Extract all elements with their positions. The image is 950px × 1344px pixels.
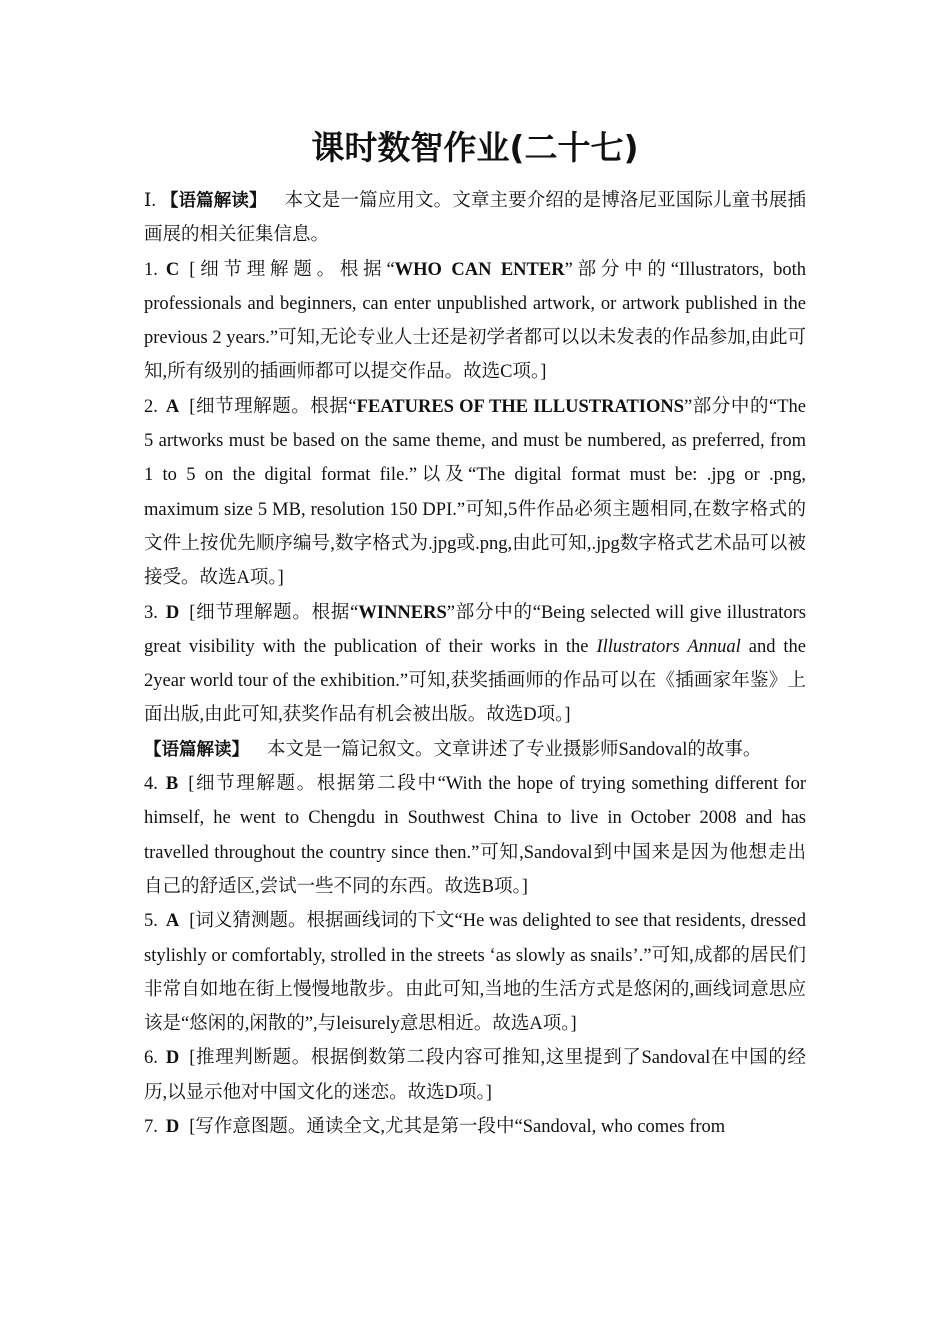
question-3-number: 3. — [144, 602, 158, 623]
question-7-number: 7. — [144, 1117, 158, 1138]
question-5-text: [词义猜测题。根据画线词的下文“He was delighted to see that residents, dressed stylishly or comfortably, strolled in the streets ‘as slowly as snails’.”可知,成都的居民们非常自如地在街上慢慢地散步。由此可知,当地的生活方式是悠闲的,画线词意思应该是“悠闲的,闲散的”,与leisurely意思相近。故选A项。] — [144, 911, 806, 1035]
question-2-bold: FEATURES OF THE ILLUSTRATIONS — [356, 396, 685, 417]
question-3-bold: WINNERS — [358, 602, 447, 623]
question-3-text-c: and the 2year world tour of the exhibition.”可知,获奖插画师的作品可以在《插画家年鉴》上面出版,由此可知,获奖作品有机会被出版。故选D项。] — [144, 636, 807, 726]
question-1-bold: WHO CAN ENTER — [394, 259, 565, 280]
question-4-answer: B — [165, 774, 179, 795]
question-6-answer: D — [165, 1048, 180, 1069]
question-2-number: 2. — [144, 396, 158, 417]
section-1-intro — [144, 184, 806, 253]
question-3-answer: D — [165, 602, 180, 623]
question-2-answer: A — [165, 396, 180, 417]
question-7-text: [写作意图题。通读全文,尤其是第一段中“Sandoval, who comes from — [189, 1117, 726, 1138]
question-2-text-b: ”部分中的“The 5 artworks must be based on the same theme, and must be numbered, as preferred, from 1 to 5 on the digital format file.”以及“The digital format must be: .jpg or .png, maximum size 5 MB, resolution 150 DPI.”可知,5件作品必须主题相同,在数字格式的文件上按优先顺序编号,数字格式为.jpg或.png,由此可知,.jpg数字格式艺术品可以被接受。故选A项。] — [144, 396, 806, 589]
section-1-roman: Ⅰ. — [144, 191, 157, 211]
question-2-text-a: [细节理解题。根据“ — [189, 396, 357, 417]
section-2-tag: 【语篇解读】 — [144, 739, 249, 760]
section-1-tag: 【语篇解读】 — [160, 191, 267, 211]
question-6 — [144, 1041, 806, 1110]
question-4-number: 4. — [144, 774, 158, 795]
question-3-text-b: ”部分中的“Being selected will give illustrators great visibility with the publication of their works in the — [144, 602, 806, 657]
question-3 — [144, 596, 806, 733]
question-7 — [144, 1110, 806, 1144]
question-1-answer: C — [165, 259, 180, 280]
document-page — [144, 122, 806, 1144]
section-2-text: 本文是一篇记叙文。文章讲述了专业摄影师Sandoval的故事。 — [267, 739, 762, 760]
question-2 — [144, 390, 806, 596]
question-5-number: 5. — [144, 911, 158, 932]
question-7-answer: D — [165, 1117, 180, 1138]
question-5 — [144, 904, 806, 1041]
question-6-text: [推理判断题。根据倒数第二段内容可推知,这里提到了Sandoval在中国的经历,以显示他对中国文化的迷恋。故选D项。] — [144, 1048, 806, 1103]
question-5-answer: A — [165, 911, 180, 932]
question-4-text: [细节理解题。根据第二段中“With the hope of trying something different for himself, he went to Chengdu in Southwest China to live in October 2008 and has travelled throughout the country since then.”可知,Sandoval到中国来是因为他想走出自己的舒适区,尝试一些不同的东西。故选B项。] — [144, 774, 806, 897]
question-1-text-a: [细节理解题。根据“ — [189, 259, 395, 280]
page-title: 课时数智作业(二十七) — [311, 128, 639, 167]
question-4 — [144, 767, 806, 904]
question-3-italic: Illustrators Annual — [596, 636, 741, 657]
question-1-text-b: ”部分中的“Illustrators, both professionals and beginners, can enter unpublished artwork, or artwork published in the previous 2 years.”可知,无论专业人士还是初学者都可以以未发表的作品参加,由此可知,所有级别的插画师都可以提交作品。故选C项。] — [144, 259, 807, 383]
question-6-number: 6. — [144, 1048, 158, 1069]
question-1-number: 1. — [144, 259, 158, 280]
section-2-intro — [144, 733, 806, 767]
section-1-text: 本文是一篇应用文。文章主要介绍的是博洛尼亚国际儿童书展插画展的相关征集信息。 — [144, 191, 807, 246]
question-3-text-a: [细节理解题。根据“ — [189, 602, 359, 623]
question-1 — [144, 253, 806, 390]
